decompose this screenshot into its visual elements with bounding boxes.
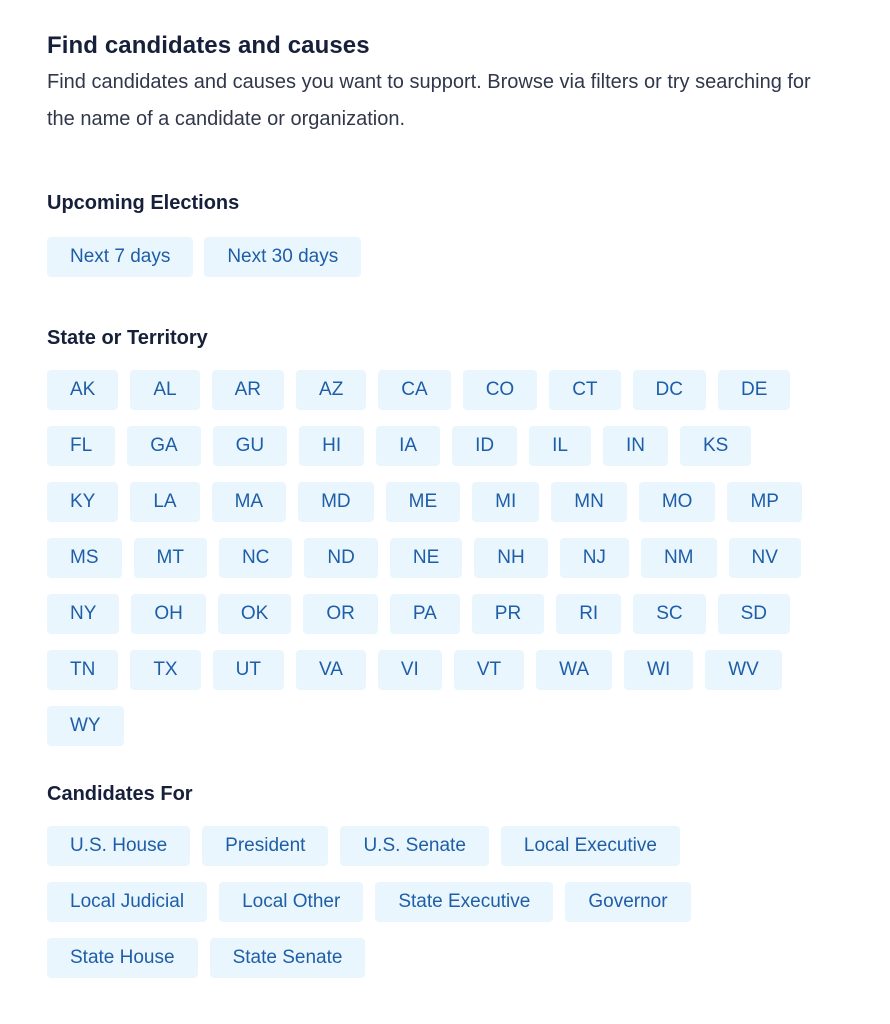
state-filter-ia[interactable]: IA: [376, 426, 440, 466]
state-filter-or[interactable]: OR: [303, 594, 378, 634]
state-filter-ms[interactable]: MS: [47, 538, 122, 578]
state-filter-al[interactable]: AL: [130, 370, 199, 410]
state-filter-gu[interactable]: GU: [213, 426, 288, 466]
state-filter-nj[interactable]: NJ: [560, 538, 629, 578]
state-filter-mp[interactable]: MP: [727, 482, 802, 522]
state-filter-il[interactable]: IL: [529, 426, 591, 466]
state-filters: [47, 370, 827, 746]
state-filter-ok[interactable]: OK: [218, 594, 291, 634]
office-filter-state-senate[interactable]: State Senate: [210, 938, 366, 978]
state-filter-pa[interactable]: PA: [390, 594, 460, 634]
office-filter-state-executive[interactable]: State Executive: [375, 882, 553, 922]
state-filter-mt[interactable]: MT: [134, 538, 207, 578]
candidates-for-section: [47, 780, 890, 978]
state-filter-nm[interactable]: NM: [641, 538, 717, 578]
state-filter-tn[interactable]: TN: [47, 650, 118, 690]
office-filter-state-house[interactable]: State House: [47, 938, 198, 978]
state-filter-id[interactable]: ID: [452, 426, 517, 466]
state-filter-ky[interactable]: KY: [47, 482, 118, 522]
page-title: Find candidates and causes: [47, 32, 370, 59]
state-filter-md[interactable]: MD: [298, 482, 374, 522]
state-filter-sd[interactable]: SD: [718, 594, 790, 634]
state-filter-ga[interactable]: GA: [127, 426, 200, 466]
state-filter-ks[interactable]: KS: [680, 426, 751, 466]
state-filter-vt[interactable]: VT: [454, 650, 524, 690]
state-filter-co[interactable]: CO: [463, 370, 538, 410]
state-filter-dc[interactable]: DC: [633, 370, 706, 410]
office-filter-u-s-senate[interactable]: U.S. Senate: [340, 826, 488, 866]
state-filter-fl[interactable]: FL: [47, 426, 115, 466]
state-filter-vi[interactable]: VI: [378, 650, 442, 690]
state-filter-sc[interactable]: SC: [633, 594, 705, 634]
candidates-for-heading: Candidates For: [47, 783, 193, 805]
filter-next-7-days[interactable]: Next 7 days: [47, 237, 193, 277]
state-filter-me[interactable]: ME: [386, 482, 461, 522]
office-filter-president[interactable]: President: [202, 826, 328, 866]
state-filter-nv[interactable]: NV: [729, 538, 801, 578]
state-filter-az[interactable]: AZ: [296, 370, 366, 410]
upcoming-elections-section: [47, 189, 890, 277]
state-filter-de[interactable]: DE: [718, 370, 790, 410]
state-filter-ne[interactable]: NE: [390, 538, 462, 578]
state-filter-la[interactable]: LA: [130, 482, 199, 522]
state-or-territory-heading: State or Territory: [47, 327, 208, 349]
state-filter-nh[interactable]: NH: [474, 538, 547, 578]
office-filter-local-other[interactable]: Local Other: [219, 882, 363, 922]
state-filter-ca[interactable]: CA: [378, 370, 450, 410]
state-filter-ny[interactable]: NY: [47, 594, 119, 634]
state-filter-ct[interactable]: CT: [549, 370, 620, 410]
upcoming-elections-heading: Upcoming Elections: [47, 192, 240, 214]
page-intro: Find candidates and causes you want to support. Browse via filters or try searching for the name of a candidate or organization.: [47, 71, 811, 130]
upcoming-elections-filters: [47, 237, 827, 277]
state-filter-wv[interactable]: WV: [705, 650, 782, 690]
state-filter-wa[interactable]: WA: [536, 650, 612, 690]
state-filter-ar[interactable]: AR: [212, 370, 284, 410]
state-filter-wy[interactable]: WY: [47, 706, 124, 746]
state-filter-tx[interactable]: TX: [130, 650, 200, 690]
state-filter-va[interactable]: VA: [296, 650, 366, 690]
state-or-territory-section: [47, 324, 890, 746]
state-filter-hi[interactable]: HI: [299, 426, 364, 466]
state-filter-ma[interactable]: MA: [212, 482, 287, 522]
state-filter-nd[interactable]: ND: [304, 538, 377, 578]
office-filter-local-judicial[interactable]: Local Judicial: [47, 882, 207, 922]
office-filter-governor[interactable]: Governor: [565, 882, 690, 922]
state-filter-oh[interactable]: OH: [131, 594, 206, 634]
state-filter-nc[interactable]: NC: [219, 538, 292, 578]
state-filter-mn[interactable]: MN: [551, 482, 627, 522]
state-filter-mo[interactable]: MO: [639, 482, 716, 522]
state-filter-pr[interactable]: PR: [472, 594, 544, 634]
state-filter-mi[interactable]: MI: [472, 482, 539, 522]
state-filter-in[interactable]: IN: [603, 426, 668, 466]
filter-next-30-days[interactable]: Next 30 days: [204, 237, 361, 277]
state-filter-ut[interactable]: UT: [213, 650, 284, 690]
office-filter-u-s-house[interactable]: U.S. House: [47, 826, 190, 866]
state-filter-ak[interactable]: AK: [47, 370, 118, 410]
state-filter-ri[interactable]: RI: [556, 594, 621, 634]
office-filters: [47, 826, 827, 978]
office-filter-local-executive[interactable]: Local Executive: [501, 826, 680, 866]
state-filter-wi[interactable]: WI: [624, 650, 693, 690]
